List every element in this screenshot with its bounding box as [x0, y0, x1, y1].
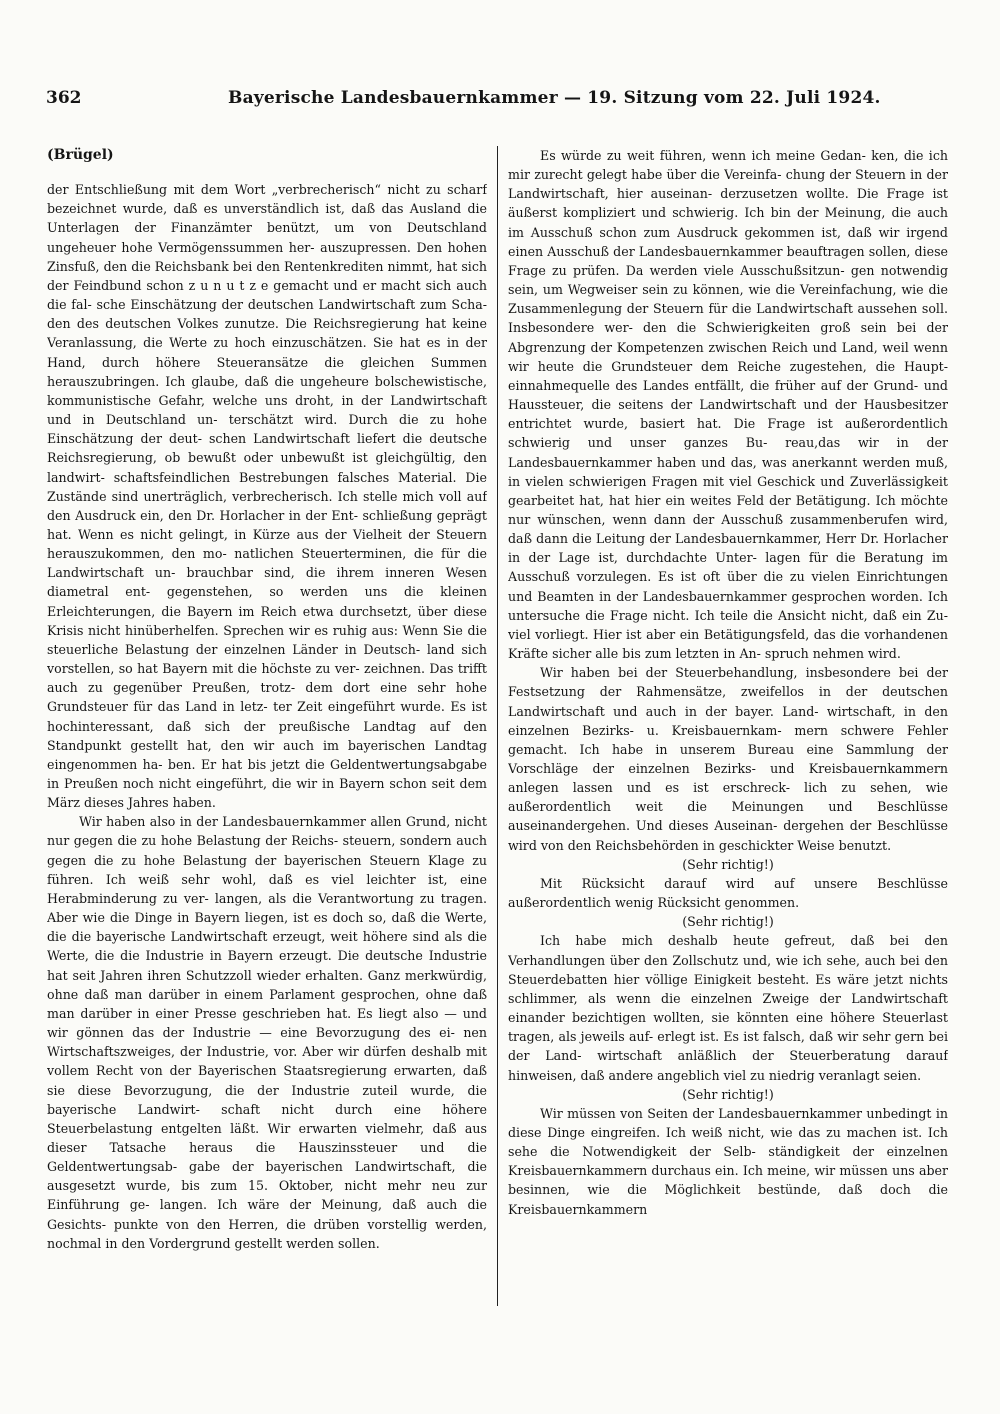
right-paragraph-5: Wir müssen von Seiten der Landesbauernkammer unbedingt in diese Dinge eingreifen. Ich weiß nicht, wie das zu machen ist. Ich sehe die Notwendigkeit der Selb- ständigkeit der einzelnen Kreisbauernkammern durchaus ein. Ich meine, wir müssen uns aber besinnen, wie die Möglichkeit bestünde, daß doch die Kreisbauernkammern: [508, 1105, 948, 1217]
interjection-3: (Sehr richtig!): [682, 1086, 774, 1102]
left-paragraph-1: der Entschließung mit dem Wort „verbrecherisch“ nicht zu scharf bezeichnet wurde, daß es unverständlich ist, daß das Ausland die Unterlagen der Finanzämter benützt, um von Deutschland ungeheuer hohe Vermögenssummen her- auszupressen. Den hohen Zinsfuß, den die Reichsbank bei den Rentenkrediten nimmt, hat sich der Feindbund schon z u n u t z e gemacht und er macht sich auch die fal- sche Einschätzung der deutschen Landwirtschaft zum Scha- den des deutschen Volkes zunutze. Die Reichsregierung hat keine Veranlassung, die Werte zu hoch einzuschätzen. Sie hat es in der Hand, durch höhere Steueransätze die gleichen Summen herauszubringen. Ich glaube, daß die ungeheure bolschewistische, kommunistische Gefahr, welche uns droht, in der Landwirtschaft und in Deutschland un- terschätzt wird. Durch die zu hohe Einschätzung der deut- schen Landwirtschaft liefert die deutsche Reichsregierung, ob bewußt oder unbewußt ist gleichgültig, den landwirt- schaftsfeindlichen Bestrebungen falsches Material. Die Zustände sind unerträglich, verbrecherisch. Ich stelle mich voll auf den Ausdruck ein, den Dr. Horlacher in der Ent- schließung geprägt hat. Wenn es nicht gelingt, in Kürze aus der Vielheit der Steuern herauszukommen, den mo- natlichen Steuerterminen, die für die Landwirtschaft un- brauchbar sind, die ihrem inneren Wesen diametral ent- gegenstehen, so werden uns die kleinen Erleichterungen, die Bayern im Reich etwa durchsetzt, über diese Krisis nicht hinüberhelfen. Sprechen wir es ruhig aus: Wenn Sie die steuerliche Belastung der einzelnen Länder in Deutsch- land sich vorstellen, so hat Bayern mit die höchste zu ver- zeichnen. Das trifft auch zu gegenüber Preußen, trotz- dem dort eine sehr hohe Grundsteuer für das Land in letz- ter Zeit eingeführt wurde. Es ist hochinteressant, daß sich der preußische Landtag auf den Standpunkt gestellt hat, den wir auch im bayerischen Landtag eingenommen ha- ben. Er hat bis jetzt die Geldentwertungsabgabe in Preußen noch nicht eingeführt, die wir in Bayern schon seit dem März dieses Jahres haben.: [47, 182, 487, 811]
interjection-1: (Sehr richtig!): [682, 856, 774, 872]
page-header: [46, 88, 966, 116]
speaker-name: (Brügel): [47, 147, 114, 163]
right-paragraph-1: Es würde zu weit führen, wenn ich meine Gedan- ken, die ich mir zurecht gelegt habe über die Vereinfa- chung der Steuern in der Landwirtschaft, hier auseinan- derzusetzen wollte. Die Frage ist äußerst kompliziert und schwierig. Ich bin der Meinung, die auch im Ausschuß schon zum Ausdruck gekommen ist, daß wir irgend einen Ausschuß der Landesbauernkammer beauftragen sollen, diese Frage zu prüfen. Da werden viele Ausschußsitzun- gen notwendig sein, um Wegweiser sein zu können, wie die Vereinfachung, wie die Zusammenlegung der Steuern für die Landwirtschaft aussehen soll. Insbesondere wer- den die Schwierigkeiten groß sein bei der Abgrenzung der Kompetenzen zwischen Reich und Land, weil wenn wir heute die Grundsteuer dem Reiche zugestehen, die Haupt- einnahmequelle des Landes entfällt, die früher auf der Grund- und Haussteuer, die seitens der Landwirtschaft und der Hausbesitzer entrichtet wurde, basiert hat. Die Frage ist außerordentlich schwierig und unser ganzes Bu- reau,das wir in der Landesbauernkammer haben und das, was anerkannt werden muß, in vielen schwierigen Fragen mit viel Geschick und Zuverlässigkeit gearbeitet hat, hat hier ein weites Feld der Betätigung. Ich möchte nur wünschen, wenn dann der Ausschuß zusammenberufen wird, daß dann die Leitung der Landesbauernkammer, Herr Dr. Horlacher in der Lage ist, durchdachte Unter- lagen für die Beratung im Ausschuß vorzulegen. Es ist oft über die zu vielen Einrichtungen und Beamten in der Landesbauernkammer gesprochen worden. Ich untersuche die Frage nicht. Ich teile die Ansicht nicht, daß ein Zu- viel vorliegt. Hier ist aber ein Betätigungsfeld, das die vorhandenen Kräfte sicher alle bis zum letzten in An- spruch nehmen wird.: [508, 148, 948, 662]
right-paragraph-2: Wir haben bei der Steuerbehandlung, insbesondere bei der Festsetzung der Rahmensätze, zweifellos in der deutschen Landwirtschaft und auch in der bayer. Land- wirtschaft, in den einzelnen Bezirks- u. Kreisbauernkam- mern schwere Fehler gemacht. Ich habe in unserem Bureau eine Sammlung der Vorschläge der einzelnen Bezirks- und Kreisbauernkammern anlegen lassen und es ist erschreck- lich zu sehen, wie außerordentlich weit die Meinungen und Beschlüsse auseinandergehen. Und dieses Auseinan- dergehen der Beschlüsse wird von den Reichsbehörden in geschickter Weise benutzt.: [508, 665, 948, 853]
column-divider: [497, 146, 498, 1306]
running-title: Bayerische Landesbauernkammer — 19. Sitzung vom 22. Juli 1924.: [228, 88, 881, 108]
right-paragraph-4: Ich habe mich deshalb heute gefreut, daß bei den Verhandlungen über den Zollschutz und, wie ich sehe, auch bei den Steuerdebatten hier völlige Einigkeit besteht. Es wäre jetzt nichts schlimmer, als wenn die einzelnen Zweige der Landwirtschaft einander bezichtigen wollten, sie könnten eine höhere Steuerlast tragen, als jeweils auf- erlegt ist. Es ist falsch, daß wir sehr gern bei der Land- wirtschaft anläßlich der Steuerberatung darauf hinweisen, daß andere angeblich viel zu niedrig veranlagt seien.: [508, 933, 948, 1083]
page-number: 362: [46, 88, 82, 108]
interjection-2: (Sehr richtig!): [682, 914, 774, 930]
right-column: [508, 146, 948, 1346]
left-column: [47, 146, 487, 1346]
right-paragraph-3: Mit Rücksicht darauf wird auf unsere Beschlüsse außerordentlich wenig Rücksicht genommen.: [508, 875, 948, 911]
left-paragraph-2: Wir haben also in der Landesbauernkammer allen Grund, nicht nur gegen die zu hohe Belastung der Reichs- steuern, sondern auch gegen die zu hohe Belastung der bayerischen Steuern Klage zu führen. Ich weiß sehr wohl, daß es viel leichter ist, eine Herabminderung zu ver- langen, als die Verantwortung zu tragen. Aber wie die Dinge in Bayern liegen, ist es doch so, daß die Werte, die die bayerische Landwirtschaft erzeugt, weit höhere sind als die Werte, die die Industrie in Bayern erzeugt. Die deutsche Industrie hat seit Jahren ihren Schutzzoll wieder erhalten. Ganz merkwürdig, ohne daß man darüber in einem Parlament gesprochen, ohne daß man darüber in einer Presse geschrieben hat. Es liegt also — und wir gönnen das der Industrie — eine Bevorzugung des ei- nen Wirtschaftszweiges, der Industrie, vor. Aber wir dürfen deshalb mit vollem Recht von der Bayerischen Staatsregierung erwarten, daß sie diese Bevorzugung, die der Industrie zuteil wurde, die bayerische Landwirt- schaft nicht durch eine höhere Steuerbelastung entgelten läßt. Wir erwarten vielmehr, daß aus dieser Tatsache heraus die Hauszinssteuer und die Geldentwertungsab- gabe der bayerischen Landwirtschaft, die ausgesetzt wurde, bis zum 15. Oktober, nicht mehr neu zur Einführung ge- langen. Ich wäre der Meinung, daß auch die Gesichts- punkte von den Herren, die drüben vorstellig werden, nochmal in den Vordergrund gestellt werden sollen.: [47, 814, 487, 1251]
